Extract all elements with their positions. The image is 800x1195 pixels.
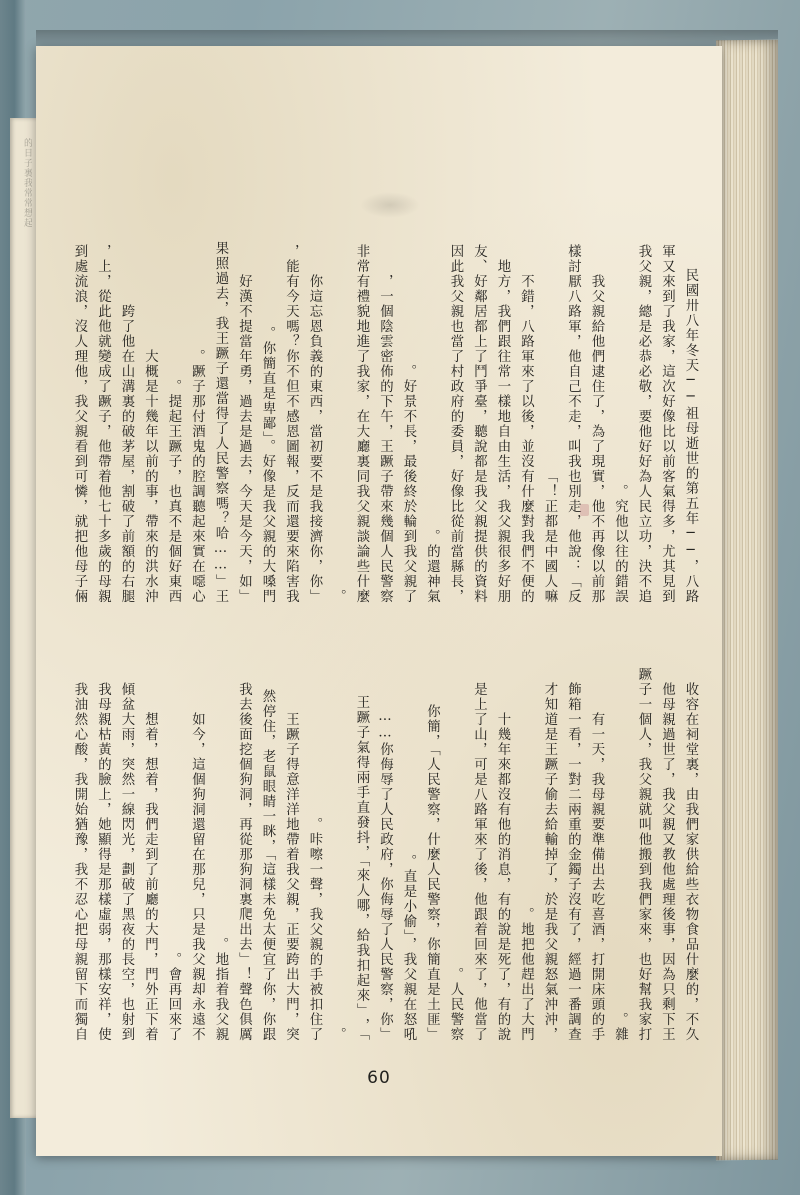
text-column: 正都是中國人嘛！」 — [542, 469, 557, 604]
text-column: 我油然心酸，我開始猶豫，我不忍心把母親留下而獨自 — [72, 682, 87, 1042]
text-column: 有一天，我母親要準備出去吃喜酒，打開床頭的手 — [589, 712, 604, 1042]
text-column: 「人民警察，什麼人民警察，你簡直是土匪」，你簡 — [424, 703, 440, 1042]
text-column: 如今，這個狗洞還留在那兒，只是我父親却永遠不 — [189, 712, 205, 1042]
text-column: 軍又來到了我家，這次好像比以前客氣得多，尤其見到 — [659, 244, 675, 604]
facing-page-column-2: 的日子裏我常常想起 — [22, 138, 32, 228]
text-column: 直是小偷」，我父親在怒吼。 — [401, 853, 416, 1042]
text-column: 。 — [330, 589, 346, 604]
text-column: 他母親過世了，我父親又教他處理後事，因為只剩下王 — [659, 682, 675, 1042]
text-column: 咔嚓一聲，我父親的手被扣住了。 — [307, 817, 322, 1042]
text-column: 地指着我父親。 — [213, 937, 228, 1042]
text-column: 」，王蹶子氣得兩手直發抖，「來人哪，給我扣起來」 — [354, 695, 369, 1042]
text-column: 我父親，總是必恭必敬，要他好好為人民立功，決不追 — [636, 244, 651, 604]
text-column: 十幾年來都沒有他的消息，有的說是死了，有的說 — [495, 712, 510, 1042]
text-column: 會再回來了。 — [166, 952, 181, 1042]
upper-text-block — [60, 174, 702, 606]
text-column: 「好漢不提當年勇，過去是過去，今天是今天，如 — [236, 274, 252, 604]
text-column: 。 — [330, 1027, 346, 1042]
text-column: 人民警察。 — [448, 967, 463, 1042]
paper-smudge — [360, 192, 420, 218]
text-column: 的還神氣。 — [424, 529, 440, 604]
text-column: 蹶子那付酒鬼的腔調聽起來實在噁心。 — [189, 349, 205, 604]
text-column: ，才知道是王蹶子偷去給輸掉了，於是我父親怒氣沖沖 — [542, 682, 557, 1042]
text-column: 我去後面挖個狗洞，再從那狗洞裏爬出去」！聲色俱厲 — [236, 682, 252, 1042]
text-column: 非常有禮貌地進了我家，在大廳裏同我父親談論些什麼 — [354, 244, 369, 604]
text-column: 我母親枯黃的臉上，她顯得是那樣虛弱，那樣安祥，使 — [95, 682, 111, 1042]
text-column: 然停住，老鼠眼睛一眯，「這樣未免太便宜了你，你跟 — [260, 688, 275, 1042]
text-column: 收容在祠堂裏，由我們家供給些衣物食品什麼的，不久 — [683, 682, 698, 1042]
lower-columns — [60, 612, 702, 1044]
text-column: 能有今天嗎？你不但不感恩圖報，反而還要來陷害我， — [283, 244, 299, 604]
text-column: 我父親給他們逮住了，為了現實，他不再像以前那 — [589, 274, 604, 604]
text-column: 果照過去，我王蹶子還當得了人民警察嗎？哈……」王 — [213, 240, 228, 604]
text-column: 友、好鄰居都上了鬥爭臺，聽說都是我父親提供的資料 — [471, 244, 487, 604]
text-column: 地方，我們跟往常一樣地自由生活，我父親很多好朋 — [495, 259, 510, 604]
text-column: 好景不長，最後終於輪到我父親了。 — [401, 364, 416, 604]
upper-columns — [60, 174, 702, 606]
text-column: 蹶子一個人，我父親就叫他搬到我們家來，也好幫我家打 — [636, 667, 651, 1042]
text-column: 王蹶子得意洋洋地帶着我父親，正要跨出大門，突 — [283, 712, 299, 1042]
text-column: 究他以往的錯誤。 — [612, 484, 628, 604]
text-column: 地把他趕出了大門。 — [518, 907, 534, 1042]
text-column: 是上了山，可是八路軍來了後，他跟着回來了，他當了 — [471, 682, 487, 1042]
text-column: 你簡直是卑鄙」。好像是我父親的大嗓門。 — [260, 325, 275, 604]
text-column: 不錯，八路軍來了以後，並沒有什麼對我們不便的 — [518, 274, 534, 604]
text-column: 民國卅八年冬天──祖母逝世的第五年──，八路 — [683, 267, 698, 604]
text-column: ，因此我父親也當了村政府的委員，好像比從前當縣長 — [448, 244, 463, 604]
text-column: 一個陰雲密佈的下午，王蹶子帶來幾個人民警察， — [377, 274, 393, 604]
text-column: 樣討厭八路軍，他自己不走，叫我也別走，他說：「反 — [565, 244, 581, 604]
page-fore-edge — [716, 40, 778, 1160]
text-column: 飾箱一看，一對二兩重的金鐲子沒有了，經過一番調查 — [565, 682, 581, 1042]
page-text-block — [60, 174, 702, 1042]
text-column: 上，從此他就變成了蹶子，他帶着他七十多歲的母親， — [95, 244, 111, 604]
text-column: 跨了他在山溝裏的破茅屋，割破了前額的右腿 — [119, 304, 134, 604]
text-column: 想着，想着，我們走到了前廳的大門，門外正下着 — [142, 712, 158, 1042]
text-column: 大概是十幾年以前的事，帶來的洪水沖 — [142, 349, 158, 604]
book-page — [36, 46, 722, 1156]
text-column: 「你侮辱了人民政府，你侮辱了人民警察，你…… — [377, 708, 393, 1042]
text-column: 提起王蹶子，也真不是個好東西。 — [166, 379, 181, 604]
text-column: 到處流浪，沒人理他，我父親看到可憐，就把他母子倆 — [72, 244, 87, 604]
page-number: 60 — [367, 1068, 391, 1088]
paper-speck — [580, 504, 589, 516]
text-column: 雜。 — [612, 1012, 628, 1042]
text-column: 傾盆大雨，突然一線閃光，劃破了黑夜的長空，也射到 — [119, 682, 134, 1042]
text-column: 「你這忘恩負義的東西，當初要不是我接濟你，你 — [307, 274, 322, 604]
lower-text-block — [60, 612, 702, 1044]
